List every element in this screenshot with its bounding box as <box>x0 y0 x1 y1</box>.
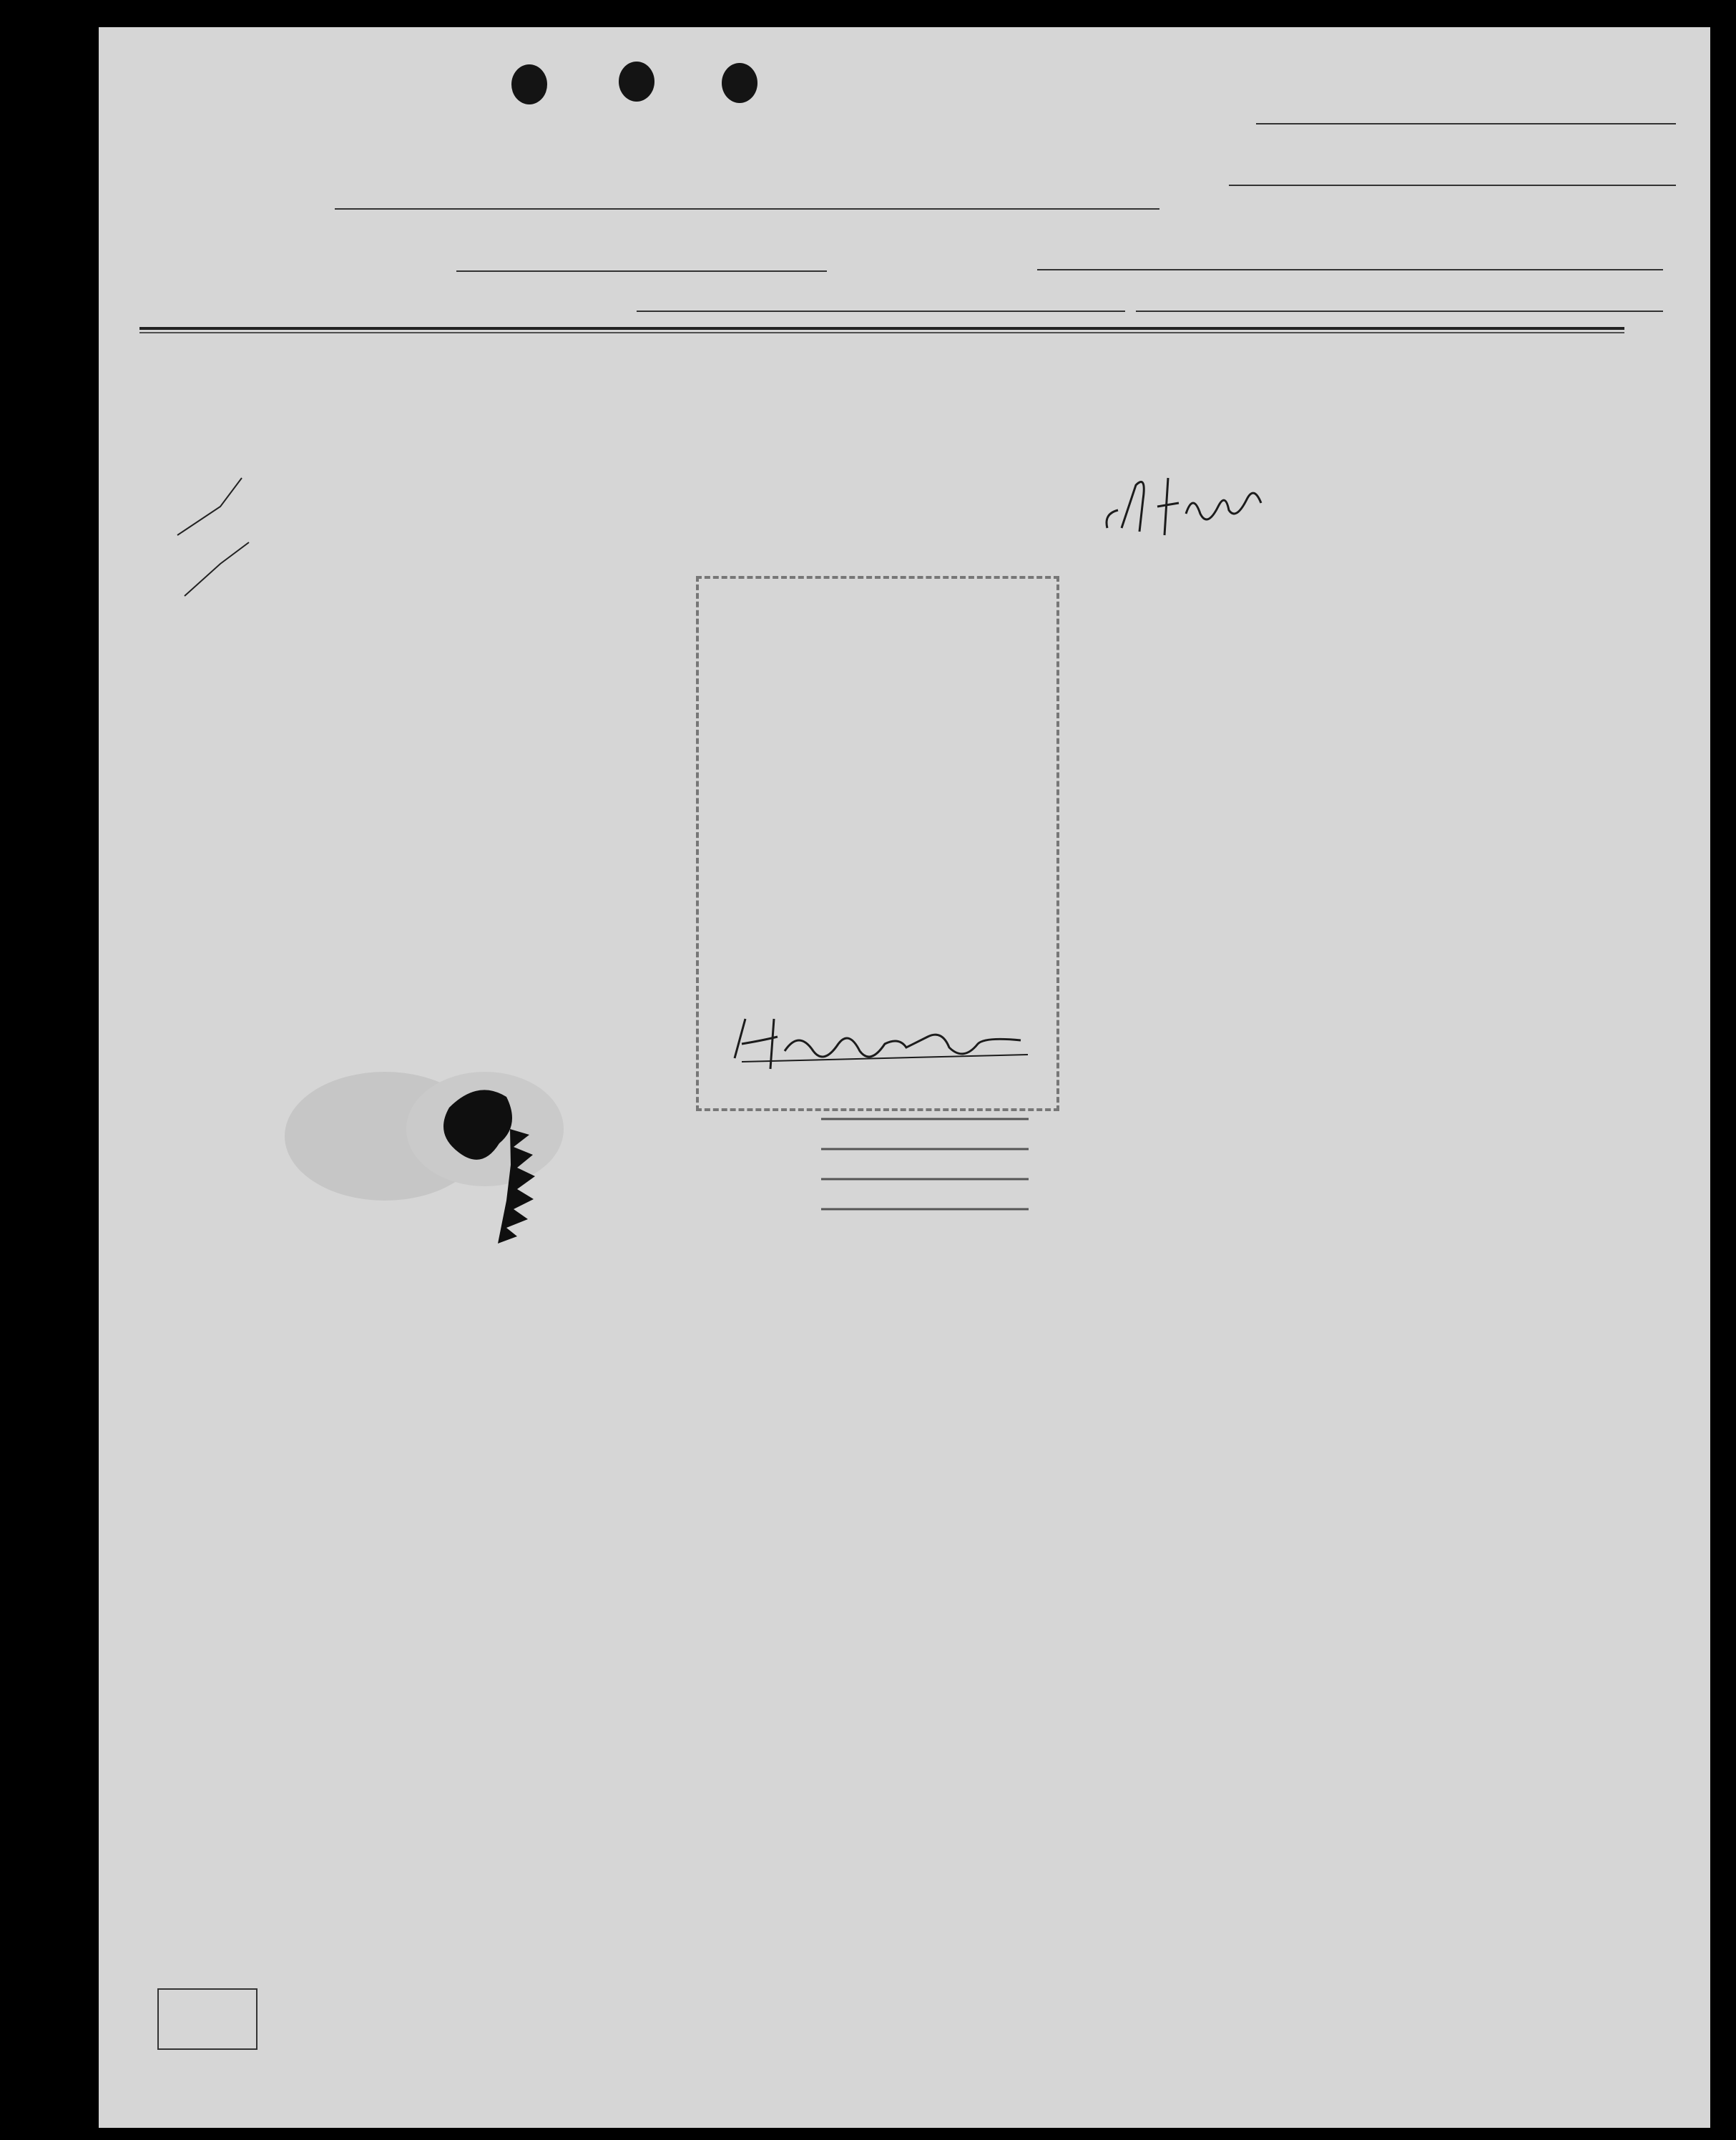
consul-signature <box>713 1008 1042 1080</box>
inspector-signature <box>1093 471 1286 542</box>
check-marks <box>170 449 256 614</box>
fee-underlines <box>821 1115 1036 1215</box>
total-number-box <box>157 1988 258 2050</box>
ink-seal-blot <box>270 1029 614 1272</box>
crew-list-form <box>99 27 1710 2128</box>
consular-visa-stamp <box>696 576 1059 1111</box>
